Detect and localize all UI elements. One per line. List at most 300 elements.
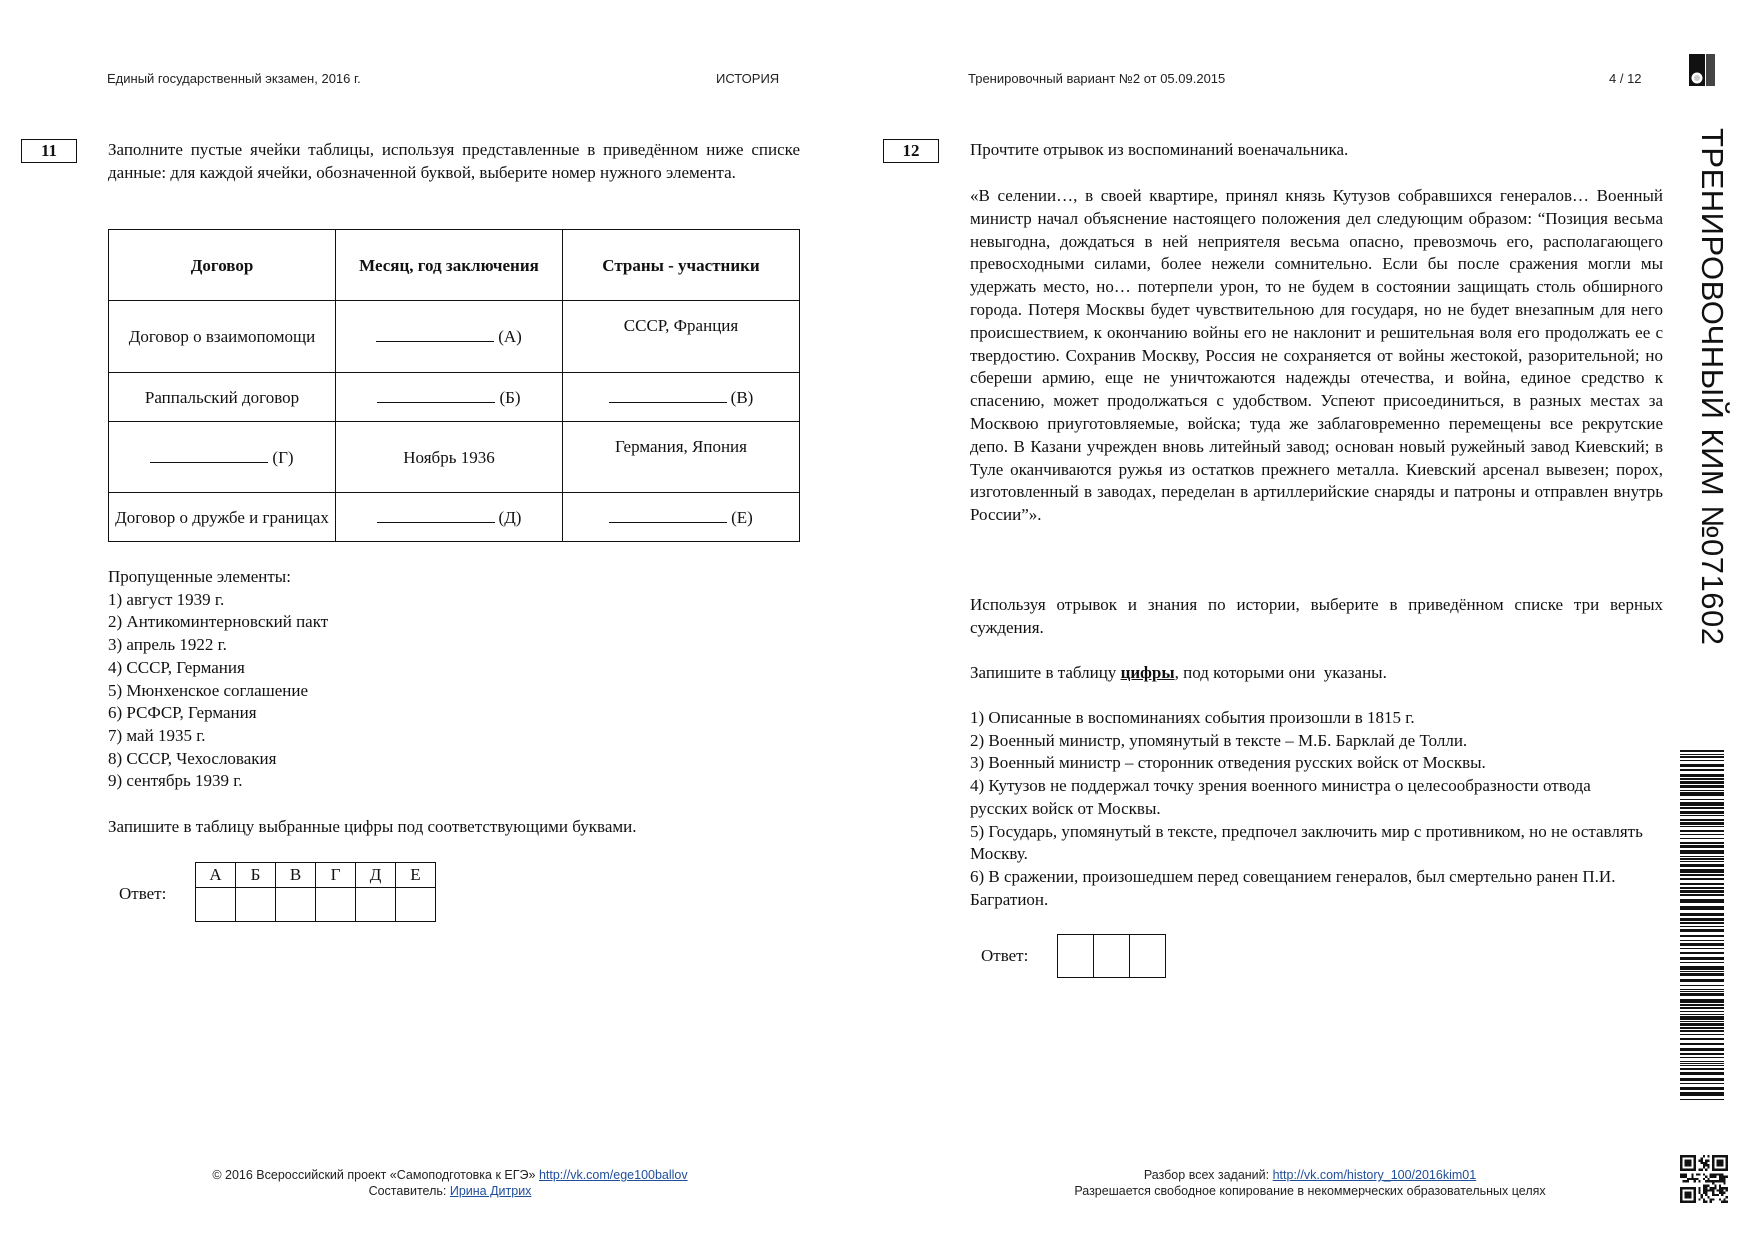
barcode-bar — [1680, 883, 1724, 885]
barcode-bar — [1680, 1011, 1724, 1012]
qr-module — [1721, 1173, 1723, 1175]
qr-module — [1721, 1187, 1723, 1189]
write-instruction-emphasis: цифры — [1120, 663, 1175, 682]
qr-module — [1705, 1192, 1707, 1194]
author-link[interactable]: Ирина Дитрих — [449, 1184, 532, 1198]
qr-module — [1707, 1164, 1709, 1166]
barcode-bar — [1680, 993, 1724, 996]
barcode-bar — [1680, 894, 1724, 896]
barcode-bar — [1680, 830, 1724, 832]
barcode-bar — [1680, 1061, 1724, 1062]
qr-module — [1705, 1169, 1707, 1171]
qr-module — [1717, 1160, 1724, 1167]
qr-module — [1714, 1187, 1716, 1189]
cell-date-blank — [336, 301, 563, 373]
barcode-bar — [1680, 962, 1724, 963]
qr-module — [1719, 1185, 1721, 1187]
qr-module — [1712, 1194, 1714, 1196]
cell-countries: СССР, Франция — [563, 301, 800, 373]
list-item: 3) Военный министр – сторонник отведения русских войск от Москвы. — [970, 753, 1486, 773]
qr-module — [1719, 1187, 1721, 1189]
qr-module — [1712, 1180, 1714, 1182]
qr-module — [1691, 1176, 1693, 1178]
barcode-bar — [1680, 1078, 1724, 1081]
qr-module — [1701, 1160, 1703, 1162]
q11-write-instruction: Запишите в таблицу выбранные цифры под соответствующими буквами. — [108, 817, 637, 836]
qr-module — [1685, 1176, 1687, 1178]
answer-letter: Г — [316, 863, 356, 888]
qr-module — [1685, 1173, 1687, 1175]
qr-module — [1701, 1162, 1703, 1164]
barcode-bar — [1680, 1007, 1724, 1009]
write-instruction-text: , под которыми они указаны. — [1174, 663, 1387, 682]
qr-module — [1703, 1155, 1705, 1157]
qr-module — [1691, 1178, 1693, 1180]
qr-module — [1717, 1194, 1719, 1196]
barcode-bar — [1680, 754, 1724, 755]
barcode-bar — [1680, 1063, 1724, 1064]
q12-excerpt: «В селении…, в своей квартире, принял князь Кутузов собравшихся генералов… Военный министр начал объяснение настоящего положения дел следующим образом: “Позиция весьма невыгодна, дождаться в ней неприятеля весьма опасно, превозмочь его, располагающего превосходными силами, более нежели сомнительно. Если бы после сражения могли мы удержать место, но… потерпели урон, то не будем в состоянии защищать столь обширного города. Потеря Москвы будет чувствительною для государя, но не будет внезапным для него происшествием, к окончанию войны его не наклонит и решительная воля его продолжать ее с твердостию. Сохранив Москву, Россия не сохраняется от войны жестокой, разорительной; но сбереши армию, еще не уничтожаются надежды отечества, и война, единое средство к спасению, может продолжаться с удобством. Успеют присоединиться, в разных местах за Москвою приуготовляемые, войска; туда же заблаговременно перемещены все рекрутские депо. В Казани учрежден вновь литейный завод; основан новый ружейный завод Киевский; в Туле оканчиваются ружья из остатков прежнего металла. Киевский арсенал вывезен; порох, изготовленный в заводах, переделан в артиллерийские снаряды и патроны и отправлен внутрь России”». — [970, 186, 1663, 525]
barcode-bar — [1680, 940, 1724, 941]
answer-letters-row — [196, 863, 436, 888]
qr-module — [1717, 1180, 1719, 1182]
qr-module — [1698, 1160, 1700, 1162]
barcode-bar — [1680, 966, 1724, 970]
qr-module — [1685, 1160, 1692, 1167]
barcode-bar — [1680, 890, 1724, 893]
qr-module — [1710, 1198, 1712, 1200]
qr-module — [1726, 1189, 1728, 1191]
barcode-bar — [1680, 756, 1724, 758]
barcode-bar — [1680, 764, 1724, 767]
qr-module — [1705, 1162, 1707, 1164]
header-subject: ИСТОРИЯ — [716, 71, 780, 86]
barcode-bar — [1680, 887, 1724, 889]
cell-date-blank — [336, 493, 563, 542]
barcode-bar — [1680, 769, 1724, 771]
barcode-bar — [1680, 864, 1724, 867]
blank-line — [377, 508, 495, 523]
qr-module — [1714, 1185, 1716, 1187]
qr-module — [1719, 1192, 1721, 1194]
footer-solutions — [1010, 1167, 1610, 1183]
qr-module — [1698, 1189, 1700, 1191]
q12-answer-label: Ответ: — [981, 946, 1029, 965]
cell-letter: (Е) — [731, 507, 753, 527]
barcode-bar — [1680, 792, 1724, 796]
qr-module — [1703, 1192, 1705, 1194]
qr-module — [1723, 1201, 1725, 1203]
qr-module — [1719, 1176, 1721, 1178]
header-exam: Единый государственный экзамен, 2016 г. — [107, 71, 361, 86]
qr-module — [1701, 1196, 1703, 1198]
qr-module — [1701, 1194, 1703, 1196]
write-instruction-text: Запишите в таблицу — [970, 663, 1121, 682]
qr-module — [1712, 1189, 1714, 1191]
footer-right — [1010, 1167, 1610, 1199]
q12-task: Используя отрывок и знания по истории, выберите в приведённом списке три верных суждения. — [970, 595, 1663, 637]
qr-module — [1714, 1194, 1716, 1196]
qr-module — [1705, 1187, 1707, 1189]
qr-module — [1687, 1178, 1689, 1180]
barcode-bar — [1680, 781, 1724, 784]
answer-cell-b[interactable] — [236, 888, 276, 922]
barcode-bar — [1680, 973, 1724, 976]
barcode-bar — [1680, 991, 1724, 992]
qr-module — [1719, 1173, 1721, 1175]
qr-module — [1719, 1178, 1721, 1180]
barcode-bar — [1680, 906, 1724, 910]
column-header-treaty: Договор — [109, 230, 336, 301]
qr-module — [1707, 1155, 1709, 1157]
qr-module — [1726, 1196, 1728, 1198]
qr-module — [1682, 1173, 1684, 1175]
cell-letter: (Г) — [272, 447, 294, 467]
barcode-bar — [1680, 869, 1724, 873]
missing-elements-list — [108, 566, 328, 793]
barcode-bar — [1680, 985, 1724, 986]
qr-module — [1707, 1178, 1709, 1180]
answer-values-row — [1058, 935, 1166, 978]
qr-module — [1698, 1180, 1700, 1182]
qr-module — [1696, 1178, 1698, 1180]
barcode-bar — [1680, 1092, 1724, 1096]
qr-module — [1717, 1189, 1719, 1191]
header-variant: Тренировочный вариант №2 от 05.09.2015 — [968, 71, 1226, 86]
qr-module — [1723, 1192, 1725, 1194]
qr-module — [1714, 1176, 1716, 1178]
qr-module — [1710, 1173, 1712, 1175]
qr-module — [1719, 1198, 1721, 1200]
barcode-bar — [1680, 861, 1724, 862]
list-item: 3) апрель 1922 г. — [108, 635, 227, 655]
qr-module — [1705, 1194, 1707, 1196]
qr-module — [1712, 1182, 1714, 1184]
table-row — [109, 373, 800, 422]
barcode-bar — [1680, 943, 1724, 946]
barcode-bar — [1680, 807, 1724, 809]
barcode-bar — [1680, 957, 1724, 960]
qr-module — [1703, 1164, 1705, 1166]
column-header-date: Месяц, год заключения — [336, 230, 563, 301]
qr-module — [1710, 1176, 1712, 1178]
solutions-label: Разбор всех заданий: — [1143, 1168, 1273, 1182]
qr-module — [1723, 1182, 1725, 1184]
barcode-bar — [1680, 815, 1724, 816]
list-item: 8) СССР, Чехословакия — [108, 748, 277, 768]
qr-module — [1712, 1192, 1714, 1194]
barcode-bar — [1680, 952, 1724, 954]
answer-cell-3[interactable] — [1130, 935, 1166, 978]
qr-module — [1685, 1180, 1687, 1182]
list-item: 4) СССР, Германия — [108, 657, 245, 677]
qr-module — [1698, 1198, 1700, 1200]
qr-module — [1703, 1187, 1705, 1189]
qr-module — [1721, 1180, 1723, 1182]
qr-module — [1721, 1176, 1723, 1178]
barcode-bar — [1680, 874, 1724, 876]
barcode-bar — [1680, 989, 1724, 990]
qr-module — [1723, 1198, 1725, 1200]
qr-module — [1691, 1173, 1693, 1175]
barcode-bar — [1680, 1083, 1724, 1084]
solutions-link[interactable]: http://vk.com/history_100/2016kim01 — [1272, 1168, 1477, 1182]
table-row — [109, 422, 800, 493]
q11-instruction: Заполните пустые ячейки таблицы, используя представленные в приведённом ниже списке данные: для каждой ячейки, обозначенной буквой, выберите номер нужного элемента. — [108, 140, 800, 182]
vertical-kim-title: ТРЕНИРОВОЧНЫЙ КИМ №071602 — [1695, 128, 1730, 646]
qr-module — [1707, 1180, 1709, 1182]
answer-letter: Е — [396, 863, 436, 888]
barcode-bar — [1680, 1065, 1724, 1066]
qr-module — [1703, 1162, 1705, 1164]
barcode-bar — [1680, 1072, 1724, 1075]
qr-module — [1680, 1173, 1682, 1175]
answer-cell-2[interactable] — [1094, 935, 1130, 978]
barcode-bar — [1680, 878, 1724, 880]
list-item: 1) Описанные в воспоминаниях события произошли в 1815 г. — [970, 708, 1415, 727]
barcode-bar — [1680, 785, 1724, 788]
cell-countries-blank — [563, 493, 800, 542]
qr-module — [1703, 1201, 1705, 1203]
barcode-bar — [1680, 774, 1724, 777]
table-row — [109, 301, 800, 373]
cell-countries-blank — [563, 373, 800, 422]
qr-module — [1726, 1176, 1728, 1178]
list-item: 4) Кутузов не поддержал точку зрения военного министра о целесообразности отвода русских войск от Москвы. — [970, 776, 1591, 818]
author-label: Составитель: — [368, 1184, 450, 1198]
barcode-bar — [1680, 1034, 1724, 1035]
qr-module — [1707, 1160, 1709, 1162]
answer-values-row — [196, 888, 436, 922]
answer-cell-e[interactable] — [396, 888, 436, 922]
answer-letter: В — [276, 863, 316, 888]
barcode-bar — [1680, 822, 1724, 825]
list-item: 6) В сражении, произошедшем перед совещанием генералов, был смертельно ранен П.И. Багратион. — [970, 866, 1616, 909]
qr-module — [1710, 1180, 1712, 1182]
qr-module — [1687, 1180, 1689, 1182]
barcode-bar — [1680, 1068, 1724, 1070]
list-item: 2) Антикоминтерновский пакт — [108, 612, 329, 632]
qr-module — [1723, 1180, 1725, 1182]
qr-module — [1712, 1187, 1714, 1189]
answer-cell-v[interactable] — [276, 888, 316, 922]
barcode-bar — [1680, 979, 1724, 982]
barcode-bar — [1680, 1016, 1724, 1020]
qr-module — [1710, 1201, 1712, 1203]
qr-module — [1705, 1176, 1707, 1178]
qr-module — [1723, 1178, 1725, 1180]
qr-module — [1705, 1160, 1707, 1162]
barcode-icon — [1680, 750, 1724, 1100]
qr-module — [1714, 1180, 1716, 1182]
header-page-number: 4 / 12 — [1609, 71, 1642, 86]
cell-date: Ноябрь 1936 — [336, 422, 563, 493]
qr-module — [1698, 1192, 1700, 1194]
qr-module — [1701, 1169, 1703, 1171]
cell-treaty: Договор о взаимопомощи — [109, 301, 336, 373]
qr-module — [1698, 1173, 1700, 1175]
qr-module — [1696, 1173, 1698, 1175]
cell-treaty: Договор о дружбе и границах — [109, 493, 336, 542]
barcode-bar — [1680, 948, 1724, 949]
barcode-bar — [1680, 1014, 1724, 1015]
qr-module — [1726, 1187, 1728, 1189]
answer-letter: А — [196, 863, 236, 888]
barcode-bar — [1680, 926, 1724, 927]
answer-letter: Д — [356, 863, 396, 888]
q12-intro: Прочтите отрывок из воспоминаний военачальника. — [970, 140, 1349, 159]
barcode-bar — [1680, 971, 1724, 972]
qr-module — [1726, 1201, 1728, 1203]
qr-module — [1707, 1196, 1709, 1198]
blank-line — [150, 448, 268, 463]
qr-module — [1705, 1201, 1707, 1203]
barcode-bar — [1680, 1057, 1724, 1058]
barcode-bar — [1680, 811, 1724, 814]
qr-module — [1698, 1187, 1700, 1189]
barcode-bar — [1680, 826, 1724, 827]
barcode-bar — [1680, 838, 1724, 839]
qr-module — [1703, 1166, 1705, 1168]
qr-module — [1703, 1178, 1705, 1180]
footer-author — [150, 1183, 750, 1199]
answer-cell-d[interactable] — [356, 888, 396, 922]
barcode-bar — [1680, 1027, 1724, 1029]
barcode-bar — [1680, 834, 1724, 835]
list-item: 1) август 1939 г. — [108, 589, 225, 609]
barcode-bar — [1680, 935, 1724, 937]
answer-letter: Б — [236, 863, 276, 888]
qr-module — [1703, 1173, 1705, 1175]
table-row — [109, 493, 800, 542]
footer-license-note: Разрешается свободное копирование в некоммерческих образовательных целях — [1074, 1184, 1546, 1198]
qr-module — [1712, 1176, 1714, 1178]
barcode-bar — [1680, 1021, 1724, 1022]
barcode-bar — [1680, 1099, 1724, 1100]
qr-module — [1705, 1189, 1707, 1191]
treaty-table — [108, 229, 800, 542]
answer-cell-a[interactable] — [196, 888, 236, 922]
qr-module — [1712, 1173, 1714, 1175]
list-item: 7) май 1935 г. — [108, 725, 206, 745]
qr-module — [1710, 1187, 1712, 1189]
qr-module — [1705, 1180, 1707, 1182]
qr-module — [1701, 1157, 1703, 1159]
cell-letter: (Б) — [499, 387, 521, 407]
missing-elements-title: Пропущенные элементы: — [108, 567, 291, 586]
barcode-bar — [1680, 1004, 1724, 1006]
footer-left — [150, 1167, 750, 1199]
barcode-bar — [1680, 913, 1724, 916]
q11-answer-label: Ответ: — [119, 884, 167, 903]
qr-module — [1707, 1189, 1709, 1191]
qr-module — [1721, 1201, 1723, 1203]
barcode-bar — [1680, 850, 1724, 854]
qr-module — [1710, 1189, 1712, 1191]
footer-copyright — [150, 1167, 750, 1183]
barcode-bar — [1680, 1043, 1724, 1045]
question-number-12: 12 — [883, 139, 939, 163]
treaty-table-header — [109, 230, 800, 301]
qr-module — [1721, 1194, 1723, 1196]
barcode-bar — [1680, 802, 1724, 806]
q12-answer-grid — [1057, 934, 1166, 978]
column-header-countries: Страны - участники — [563, 230, 800, 301]
blank-line — [609, 388, 727, 403]
barcode-bar — [1680, 858, 1724, 860]
cell-letter: (А) — [498, 327, 522, 346]
list-item: 5) Мюнхенское соглашение — [108, 680, 309, 700]
barcode-bar — [1680, 999, 1724, 1003]
qr-module — [1714, 1173, 1716, 1175]
cell-letter: (Д) — [498, 507, 522, 527]
barcode-bar — [1680, 1023, 1724, 1026]
qr-module — [1694, 1178, 1696, 1180]
qr-module — [1680, 1176, 1682, 1178]
answer-cell-1[interactable] — [1058, 935, 1094, 978]
qr-module — [1721, 1189, 1723, 1191]
barcode-bar — [1680, 819, 1724, 821]
barcode-bar — [1680, 929, 1724, 932]
barcode-bar — [1680, 918, 1724, 921]
cell-countries: Германия, Япония — [563, 422, 800, 493]
cell-treaty-blank — [109, 422, 336, 493]
qr-module — [1703, 1198, 1705, 1200]
qr-module — [1719, 1180, 1721, 1182]
qr-module — [1705, 1164, 1707, 1166]
list-item: 5) Государь, упомянутый в тексте, предпочел заключить мир с противником, но не оставлять Москву. — [970, 821, 1643, 864]
cell-letter: (В) — [730, 387, 754, 407]
qr-module — [1689, 1178, 1691, 1180]
qr-module — [1682, 1176, 1684, 1178]
cell-date-blank — [336, 373, 563, 422]
qr-module — [1719, 1189, 1721, 1191]
question-number-11: 11 — [21, 139, 77, 163]
q11-answer-grid — [195, 862, 436, 922]
qr-module — [1703, 1185, 1705, 1187]
list-item: 2) Военный министр, упомянутый в тексте – М.Б. Барклай де Толли. — [970, 730, 1468, 750]
barcode-bar — [1680, 842, 1724, 844]
barcode-bar — [1680, 856, 1724, 857]
copyright-text: © 2016 Всероссийский проект «Самоподготовка к ЕГЭ» — [212, 1168, 539, 1182]
barcode-bar — [1680, 750, 1724, 752]
barcode-bar — [1680, 1048, 1724, 1051]
q12-options-list — [970, 707, 1670, 911]
list-item: 6) РСФСР, Германия — [108, 703, 257, 723]
qr-module — [1717, 1173, 1719, 1175]
barcode-bar — [1680, 790, 1724, 791]
barcode-bar — [1680, 778, 1724, 780]
page-marker-icon — [1688, 52, 1716, 88]
qr-module — [1685, 1192, 1692, 1199]
barcode-bar — [1680, 1038, 1724, 1040]
cell-treaty: Раппальский договор — [109, 373, 336, 422]
answer-cell-g[interactable] — [316, 888, 356, 922]
blank-line — [376, 327, 494, 342]
qr-module — [1703, 1189, 1705, 1191]
qr-module — [1707, 1185, 1709, 1187]
barcode-bar — [1680, 922, 1724, 924]
qr-module — [1721, 1178, 1723, 1180]
list-item: 9) сентябрь 1939 г. — [108, 771, 243, 791]
barcode-bar — [1680, 1030, 1724, 1032]
qr-module — [1712, 1198, 1714, 1200]
qr-module — [1721, 1192, 1723, 1194]
barcode-bar — [1680, 899, 1724, 903]
project-link[interactable]: http://vk.com/ege100ballov — [538, 1168, 688, 1182]
qr-module — [1723, 1176, 1725, 1178]
qr-module — [1707, 1166, 1709, 1168]
